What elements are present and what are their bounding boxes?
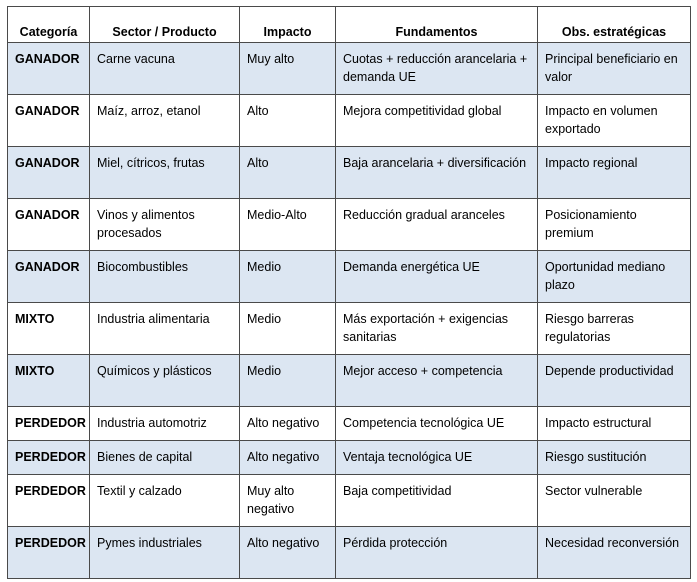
cell-obs: Necesidad reconversión [538,527,691,579]
header-fundamentos: Fundamentos [336,7,538,43]
cell-impacto: Alto negativo [240,527,336,579]
table-row [8,251,691,303]
cell-fundamentos: Reducción gradual aranceles [336,199,538,251]
cell-impacto: Muy alto [240,43,336,95]
cell-categoria: MIXTO [8,303,90,355]
cell-categoria: GANADOR [8,199,90,251]
cell-impacto: Alto negativo [240,407,336,441]
cell-categoria: PERDEDOR [8,407,90,441]
cell-fundamentos: Pérdida protección [336,527,538,579]
cell-fundamentos: Baja competitividad [336,475,538,527]
cell-sector: Miel, cítricos, frutas [90,147,240,199]
header-categoria: Categoría [8,7,90,43]
cell-sector: Vinos y alimentos procesados [90,199,240,251]
cell-obs: Impacto en volumen exportado [538,95,691,147]
cell-obs: Depende productividad [538,355,691,407]
cell-categoria: PERDEDOR [8,475,90,527]
cell-obs: Oportunidad mediano plazo [538,251,691,303]
cell-fundamentos: Mejora competitividad global [336,95,538,147]
table-row [8,475,691,527]
cell-fundamentos: Competencia tecnológica UE [336,407,538,441]
table-header-row [8,7,691,43]
table-row [8,43,691,95]
cell-categoria: GANADOR [8,43,90,95]
header-obs-estrategicas: Obs. estratégicas [538,7,691,43]
cell-impacto: Alto [240,147,336,199]
cell-categoria: PERDEDOR [8,527,90,579]
cell-sector: Químicos y plásticos [90,355,240,407]
table-row [8,441,691,475]
cell-categoria: MIXTO [8,355,90,407]
cell-impacto: Alto negativo [240,441,336,475]
cell-categoria: GANADOR [8,147,90,199]
cell-sector: Industria automotriz [90,407,240,441]
cell-sector: Maíz, arroz, etanol [90,95,240,147]
cell-obs: Sector vulnerable [538,475,691,527]
cell-fundamentos: Cuotas + reducción arancelaria + demanda UE [336,43,538,95]
cell-impacto: Medio-Alto [240,199,336,251]
cell-fundamentos: Demanda energética UE [336,251,538,303]
table-row [8,147,691,199]
cell-impacto: Medio [240,251,336,303]
cell-impacto: Medio [240,355,336,407]
cell-categoria: GANADOR [8,95,90,147]
cell-fundamentos: Ventaja tecnológica UE [336,441,538,475]
cell-obs: Posicionamiento premium [538,199,691,251]
table-row [8,95,691,147]
cell-fundamentos: Baja arancelaria + diversificación [336,147,538,199]
table-row [8,199,691,251]
header-sector-producto: Sector / Producto [90,7,240,43]
header-impacto: Impacto [240,7,336,43]
cell-categoria: PERDEDOR [8,441,90,475]
table-row [8,527,691,579]
table-row [8,355,691,407]
cell-sector: Textil y calzado [90,475,240,527]
cell-sector: Carne vacuna [90,43,240,95]
cell-obs: Riesgo barreras regulatorias [538,303,691,355]
cell-obs: Impacto regional [538,147,691,199]
cell-impacto: Muy alto negativo [240,475,336,527]
cell-obs: Riesgo sustitución [538,441,691,475]
cell-fundamentos: Mejor acceso + competencia [336,355,538,407]
cell-categoria: GANADOR [8,251,90,303]
cell-obs: Impacto estructural [538,407,691,441]
table-row [8,303,691,355]
table-row [8,407,691,441]
cell-fundamentos: Más exportación + exigencias sanitarias [336,303,538,355]
sector-impact-table [7,6,691,579]
cell-sector: Biocombustibles [90,251,240,303]
cell-impacto: Alto [240,95,336,147]
cell-sector: Industria alimentaria [90,303,240,355]
cell-impacto: Medio [240,303,336,355]
cell-sector: Pymes industriales [90,527,240,579]
cell-obs: Principal beneficiario en valor [538,43,691,95]
cell-sector: Bienes de capital [90,441,240,475]
